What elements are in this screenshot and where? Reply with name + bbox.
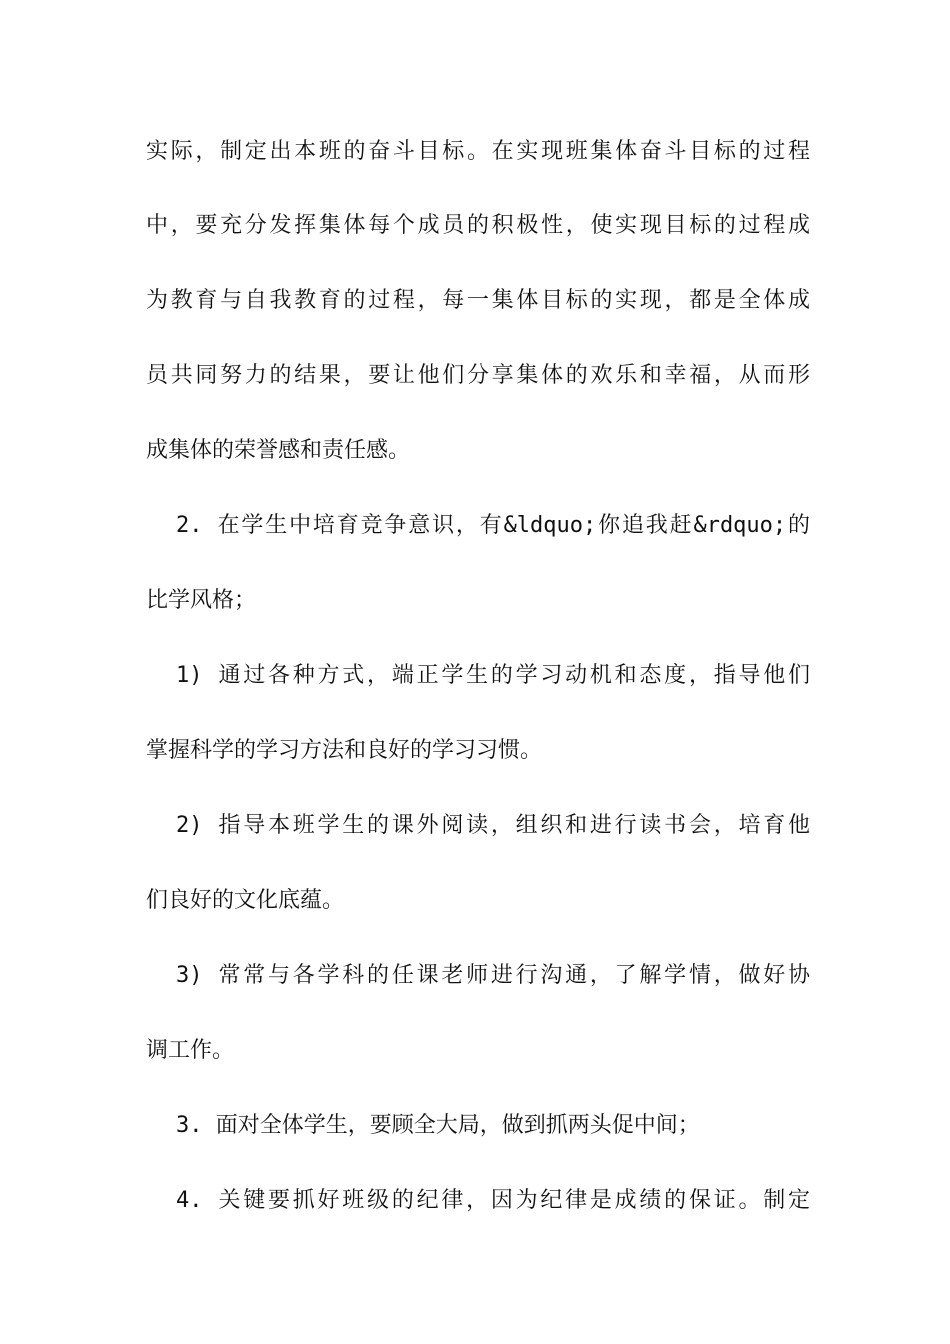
text-line: 中，要充分发挥集体每个成员的积极性，使实现目标的过程成 [146,213,810,238]
text-line: 为教育与自我教育的过程，每一集体目标的实现，都是全体成 [146,288,810,313]
text-line: 比学风格； [146,588,257,613]
text-line: 调工作。 [146,1038,235,1063]
text-line: 员共同努力的结果，要让他们分享集体的欢乐和幸福，从而形 [146,363,810,388]
list-item-heading: 3. 面对全体学生，要顾全大局，做到抓两头促中间； [176,1113,700,1138]
list-item-heading: 2. 在学生中培育竞争意识，有&ldquo;你追我赶&rdquo;的 [176,513,810,538]
text-line: 实际，制定出本班的奋斗目标。在实现班集体奋斗目标的过程 [146,139,810,164]
list-item: 3) 常常与各学科的任课老师进行沟通，了解学情，做好协 [176,963,810,988]
list-item: 1) 通过各种方式，端正学生的学习动机和态度，指导他们 [176,663,810,688]
text-line: 们良好的文化底蕴。 [146,888,345,913]
text-line: 成集体的荣誉感和责任感。 [146,438,411,463]
list-item-heading: 4. 关键要抓好班级的纪律，因为纪律是成绩的保证。制定 [176,1188,810,1213]
text-line: 掌握科学的学习方法和良好的学习习惯。 [146,738,543,763]
list-item: 2) 指导本班学生的课外阅读，组织和进行读书会，培育他 [176,813,810,838]
